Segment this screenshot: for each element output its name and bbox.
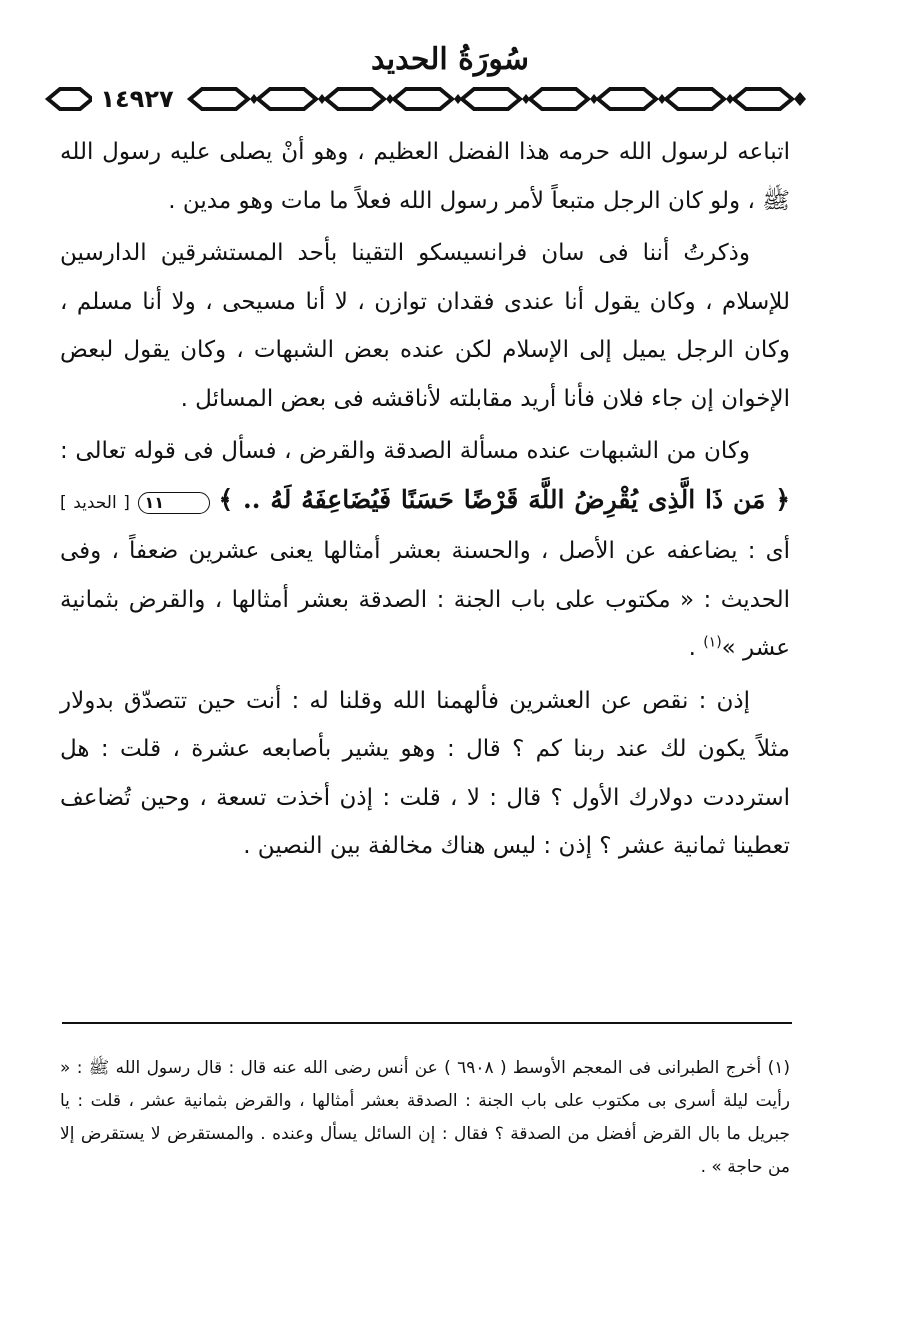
page-number: ١٤٩٢٧ <box>92 80 182 118</box>
footnote-marker[interactable]: (١) <box>703 634 722 651</box>
paragraph-1: اتباعه لرسول الله حرمه هذا الفضل العظيم ، وهو أنْ يصلى عليه رسول الله ﷺ ، ولو كان الرجل متبعاً لأمر رسول الله فعلاً ما مات وهو مدين . <box>60 139 790 214</box>
footnote: (١) أخرج الطبرانى فى المعجم الأوسط ( ٦٩٠٨ ) عن أنس رضى الله عنه قال : قال رسول الله ﷺ : « رأيت ليلة أسرى بى مكتوب على باب الجنة : الصدقة بعشر أمثالها ، والقرض بثمانية عشر ، قلت : يا جبريل ما بال القرض أفضل من الصدقة ؟ فقال : إن السائل يسأل وعنده . والمستقرض لا يستقرض إلا من حاجة » . <box>60 1058 790 1177</box>
paragraph-3-intro: وكان من الشبهات عنده مسألة الصدقة والقرض ، فسأل فى قوله تعالى : <box>60 438 750 464</box>
paragraph-2: وذكرتُ أننا فى سان فرانسيسكو التقينا بأحد المستشرقين الدارسين للإسلام ، وكان يقول أنا عندى فقدان توازن ، لا أنا مسيحى ، ولا أنا مسلم ، وكان الرجل يميل إلى الإسلام لكن عنده بعض الشبهات ، وكان يقول لبعض الإخوان إن جاء فلان فأنا أريد مقابلته لأناقشه فى بعض المسائل . <box>60 240 790 412</box>
footnote-divider <box>62 1022 792 1024</box>
surah-title: سُورَةُ الحديد <box>371 42 529 77</box>
main-text <box>60 128 790 871</box>
sura-reference: [ الحديد ] <box>60 492 130 513</box>
paragraph-3 <box>60 427 790 673</box>
quran-verse: ﴿ مَن ذَا الَّذِى يُقْرِضُ اللَّهَ قَرْضًا حَسَنًا فَيُضَاعِفَهُ لَهُ .. ﴾ <box>218 484 790 514</box>
paragraph-3-continuation: أى : يضاعفه عن الأصل ، والحسنة بعشر أمثالها يعنى عشرين ضعفاً ، وفى الحديث : « مكتوب على باب الجنة : الصدقة بعشر أمثالها ، والقرض بثمانية عشر » <box>60 538 790 661</box>
paragraph-4: إذن : نقص عن العشرين فألهمنا الله وقلنا له : أنت حين تتصدّق بدولار مثلاً يكون لك عند ربنا كم ؟ قال : وهو يشير بأصابعه عشرة ، قلت : هل استرددت دولارك الأول ؟ قال : لا ، قلت : إذن أخذت تسعة ، وحين تُضاعف تعطينا ثمانية عشر ؟ إذن : ليس هناك مخالفة بين النصين . <box>60 687 790 859</box>
paragraph-3-end: . <box>688 635 704 661</box>
ayah-number-badge: ١١ <box>138 492 210 514</box>
